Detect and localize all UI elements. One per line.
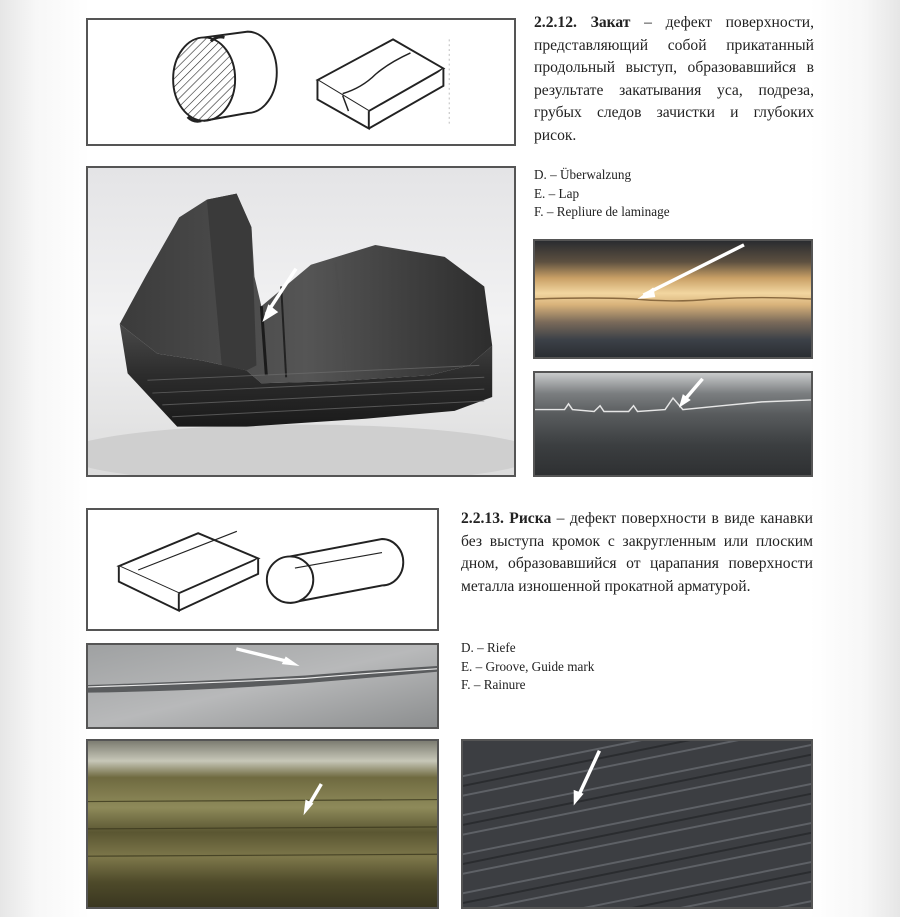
groove-definition-text: дефект поверхности в виде канавки без выступа кромок с закругленным или плоским дном, образовавшийся от царапания поверхности металла изношенной прокатной арматурой. (461, 510, 813, 595)
groove-photo-scratch-svg (88, 645, 437, 727)
groove-definition (461, 508, 813, 598)
lap-section-number: 2.2.12. (534, 14, 577, 31)
groove-photo-brass (86, 739, 439, 909)
groove-section-number: 2.2.13. (461, 510, 504, 527)
lap-diagram (86, 18, 516, 146)
flat-bar-groove-drawing (119, 531, 258, 610)
groove-dash: – (551, 510, 570, 527)
lap-translation-en: E. – Lap (534, 185, 580, 201)
round-bar-lap-drawing (173, 32, 277, 122)
groove-diagram (86, 508, 439, 631)
round-bar-groove-drawing (267, 539, 403, 603)
lap-photo-profile-svg (88, 168, 514, 475)
groove-photo-striated (461, 739, 813, 909)
lap-translation-de: D. – Überwalzung (534, 167, 632, 182)
lap-definition (534, 12, 814, 148)
lap-photo-bright-bar (533, 239, 813, 359)
groove-translation-de: D. – Riefe (461, 640, 516, 655)
lap-photo-dark-bar (533, 371, 813, 477)
groove-photo-scratch (86, 643, 439, 729)
lap-dash: – (630, 14, 666, 31)
lap-translations (534, 166, 670, 222)
lap-photo-bright-bar-svg (535, 241, 811, 357)
groove-translations (461, 639, 594, 695)
lap-photo-dark-bar-svg (535, 373, 811, 475)
flat-bar-lap-drawing (317, 39, 443, 128)
groove-photo-striated-svg (463, 741, 811, 907)
lap-translation-fr: F. – Repliure de laminage (534, 204, 670, 220)
lap-term: Закат (590, 14, 631, 31)
groove-translation-fr: F. – Rainure (461, 677, 526, 693)
groove-term: Риска (509, 510, 552, 527)
lap-photo-profile (86, 166, 516, 477)
lap-diagram-svg (88, 20, 514, 144)
lap-definition-text: дефект поверхности, представляющий собой прикатанный продольный выступ, образовавшийся в результате закатывания уса, подреза, грубых следов зачистки и глубоких рисок. (534, 14, 815, 144)
groove-translation-en: E. – Groove, Guide mark (461, 658, 595, 674)
groove-diagram-svg (88, 510, 437, 629)
groove-photo-brass-svg (88, 741, 437, 907)
